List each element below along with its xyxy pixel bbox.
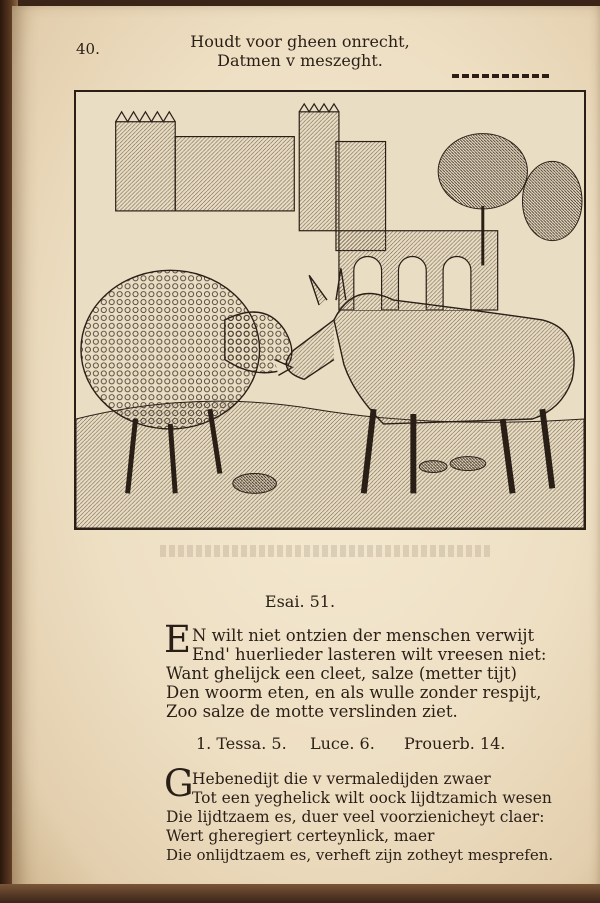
reference-3: Prouerb. 14. [404,734,506,753]
ink-scratch [452,74,552,78]
show-through-text [160,545,490,557]
castle-ruin [116,104,386,251]
stanza1-line-4: Den woorm eten, en als wulle zonder respijt, [166,683,542,702]
motto-line-1: Houdt voor gheen onrecht, [190,32,410,51]
dropcap-e: E [164,618,192,661]
stanza2-line-4: Wert gheregiert certeynlick, maer [166,827,435,845]
stanza1-line-5: Zoo salze de motte verslinden ziet. [166,702,458,721]
reference-1: 1. Tessa. 5. [196,734,287,753]
stanza1-line-3: Want ghelijck een cleet, salze (metter tijt) [166,664,517,683]
stanza1-line-2: End' huerlieder lasteren wilt vreesen niet: [192,645,547,664]
engraving-illustration [74,90,586,530]
stanza2-line-5: Die onlijdtzaem es, verheft zijn zotheyt mesprefen. [166,846,554,864]
stanza2-line-1: Hebenedijt die v vermaledijden zwaer [192,770,491,788]
scripture-citation: Esai. 51. [264,592,336,611]
book-bottom-edge [0,884,600,903]
dropcap-g: G [164,762,194,805]
stanza1-line-1: N wilt niet ontzien der menschen verwijt [192,626,535,645]
stanza2-line-3: Die lijdtzaem es, duer veel voorzienicheyt claer: [166,808,545,826]
stanza2-line-2: Tot een yeghelick wilt oock lijdtzamich wesen [192,789,552,807]
page-number: 40. [76,40,100,58]
reference-2: Luce. 6. [310,734,375,753]
engraving-svg [76,92,584,528]
motto-line-2: Datmen v meszeght. [217,51,383,70]
